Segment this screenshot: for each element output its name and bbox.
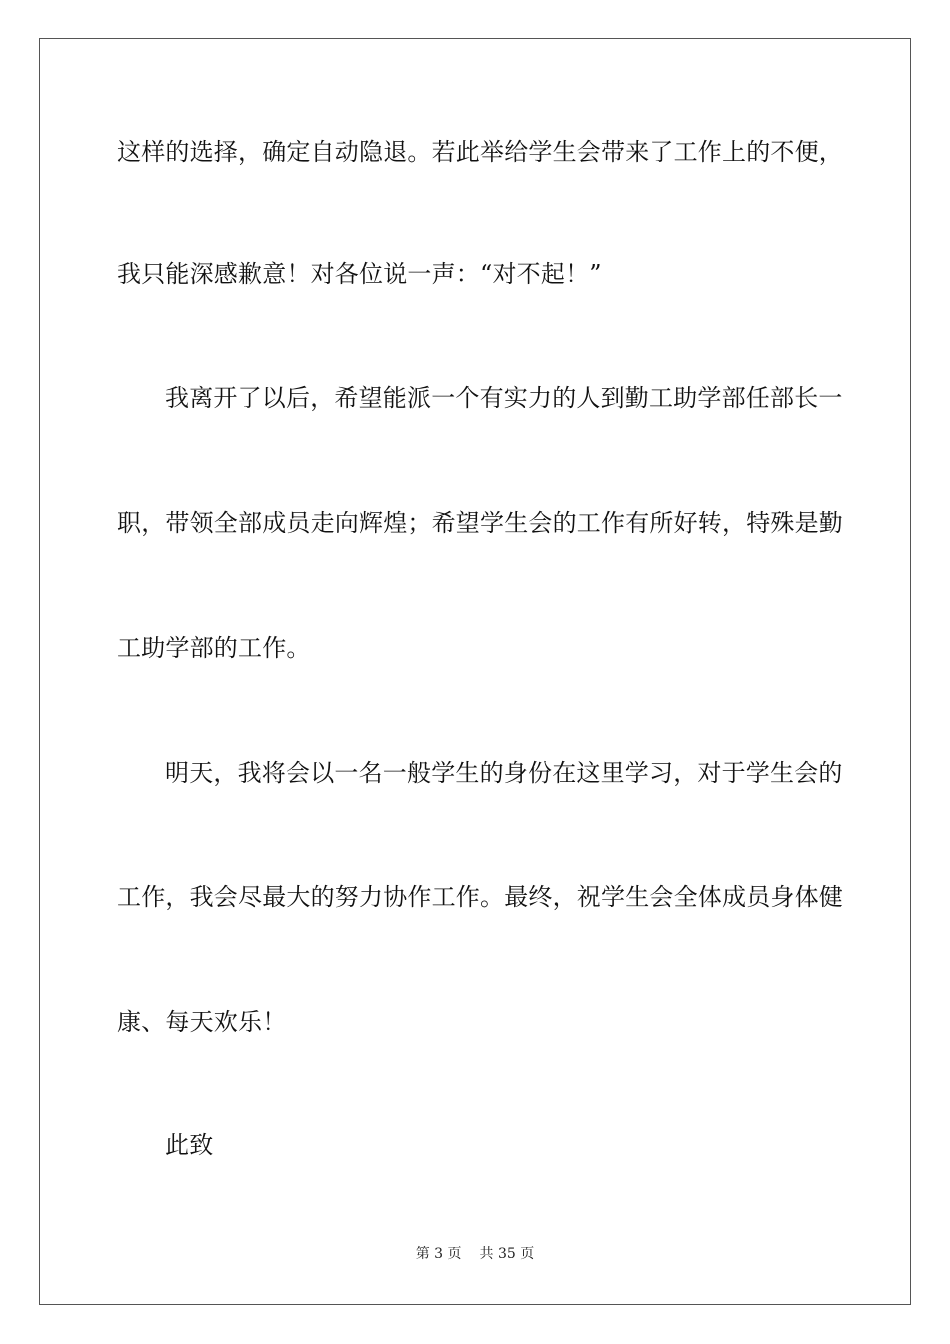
page-total: 共 35 页	[479, 1246, 535, 1262]
text-line-8: 康、每天欢乐！	[117, 1008, 287, 1036]
text-line-4: 职，带领全部成员走向辉煌；希望学生会的工作有所好转，特殊是勤	[117, 509, 843, 537]
text-line-2: 我只能深感歉意！对各位说一声：“对不起！”	[117, 260, 602, 288]
text-line-5: 工助学部的工作。	[117, 634, 311, 662]
text-line-6: 明天，我将会以一名一般学生的身份在这里学习，对于学生会的	[165, 759, 843, 787]
page-number: 第 3 页	[415, 1246, 462, 1262]
page-frame	[39, 38, 911, 1305]
text-line-9: 此致	[165, 1131, 214, 1159]
text-line-3: 我离开了以后，希望能派一个有实力的人到勤工助学部任部长一	[165, 384, 843, 412]
text-line-7: 工作，我会尽最大的努力协作工作。最终，祝学生会全体成员身体健	[117, 883, 843, 911]
text-line-1: 这样的选择，确定自动隐退。若此举给学生会带来了工作上的不便，	[117, 138, 843, 166]
page-footer	[0, 1245, 950, 1263]
